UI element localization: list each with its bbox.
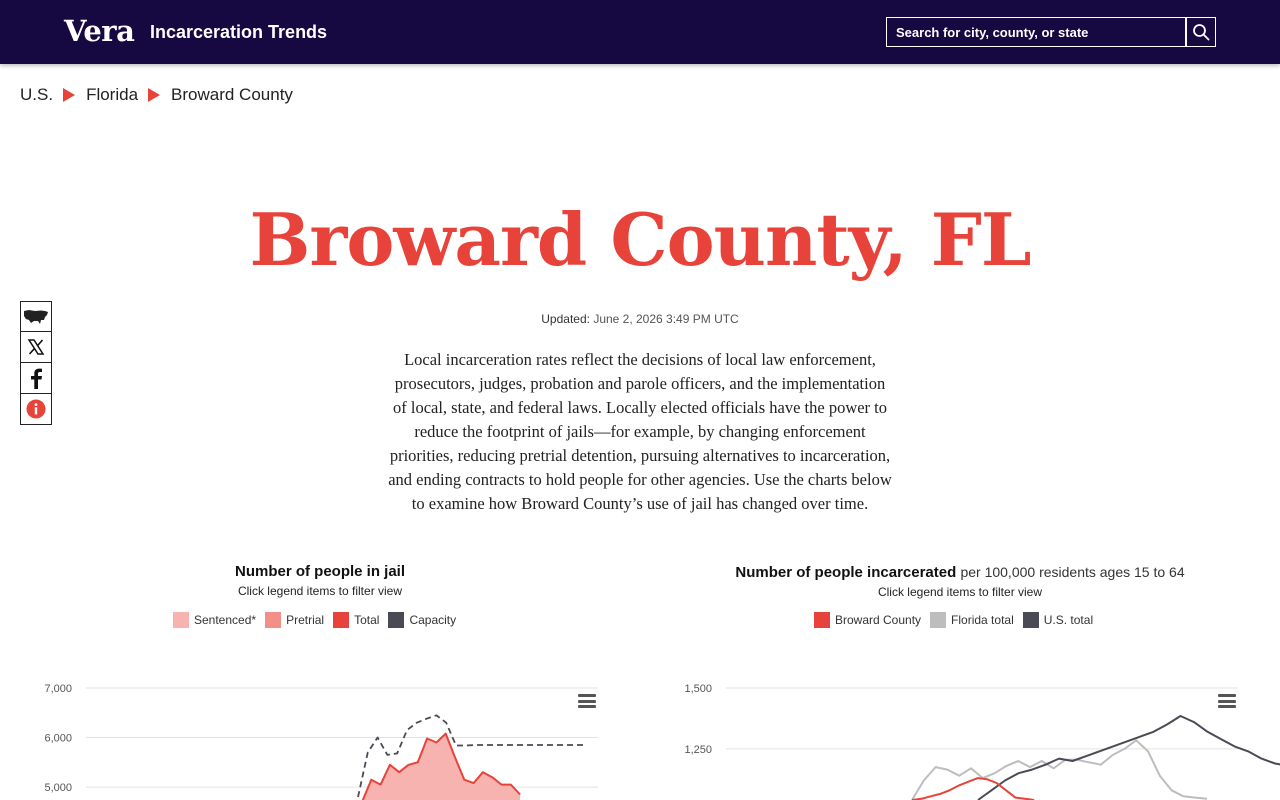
legend-label: Florida total [951, 613, 1014, 627]
breadcrumb-arrow-icon [148, 88, 160, 102]
legend-label: Sentenced* [194, 613, 257, 627]
legend-broward-county[interactable] [814, 612, 921, 628]
legend-pretrial[interactable] [265, 612, 324, 628]
legend-label: Capacity [409, 613, 457, 627]
jail-chart-title: Number of people in jail [234, 563, 406, 580]
updated-label: Updated: [541, 312, 590, 326]
rate-chart-title [690, 562, 1230, 583]
area-total [362, 734, 520, 800]
facebook-icon [29, 367, 43, 389]
search-button[interactable] [1186, 17, 1216, 47]
breadcrumb-arrow-icon [63, 88, 75, 102]
legend-us-total[interactable] [1023, 612, 1093, 628]
rate-chart-subtitle: per 100,000 residents ages 15 to 64 [960, 564, 1185, 580]
legend-label: U.S. total [1043, 613, 1094, 627]
breadcrumb-florida[interactable]: Florida [86, 85, 139, 104]
legend-swatch [388, 612, 404, 628]
updated-timestamp [0, 312, 1280, 326]
x-icon [27, 338, 45, 356]
breadcrumb [20, 84, 293, 106]
search-input[interactable] [886, 17, 1186, 47]
top-navigation-bar [0, 0, 1280, 64]
jail-chart-header [160, 562, 480, 599]
jail-chart-hint: Click legend items to filter view [237, 584, 403, 598]
legend-label: Total [354, 613, 380, 627]
rate-chart-legend [814, 611, 1102, 629]
vera-logo[interactable]: Vera [64, 14, 135, 48]
line-us-total [978, 716, 1280, 800]
legend-sentenced[interactable] [173, 612, 256, 628]
legend-label: Broward County [835, 613, 922, 627]
y-tick-label: 1,250 [684, 743, 712, 756]
y-tick-label: 7,000 [44, 683, 72, 695]
info-icon [26, 399, 46, 419]
updated-value: June 2, 2026 3:49 PM UTC [593, 312, 739, 326]
share-x-button[interactable] [20, 332, 52, 363]
info-button[interactable] [20, 394, 52, 425]
jail-chart-legend [173, 611, 465, 629]
legend-swatch [1023, 612, 1039, 628]
legend-label: Pretrial [286, 613, 325, 627]
search-icon [1192, 23, 1210, 41]
rate-chart-header [690, 562, 1230, 600]
y-tick-label: 1,500 [684, 683, 712, 695]
site-title[interactable]: Incarceration Trends [150, 22, 328, 42]
legend-capacity[interactable] [388, 612, 456, 628]
line-broward-county [912, 778, 1034, 800]
rate-chart [640, 670, 1280, 800]
breadcrumb-us[interactable]: U.S. [20, 85, 54, 104]
intro-paragraph: Local incarceration rates reflect the decisions of local law enforcement, prosecutors, judges, probation and parole officers, and the implementation of local, state, and federal laws. Locally elected officials have the power to reduce the footprint of jails—for example, by changing enforcement priorities, reducing pretrial detention, pursuing alternatives to incarceration, and ending contracts to hold people for other agencies. Use the charts below to examine how Broward County’s use of jail has changed over time. [388, 350, 892, 513]
legend-florida-total[interactable] [930, 612, 1014, 628]
legend-swatch [930, 612, 946, 628]
legend-swatch [173, 612, 189, 628]
breadcrumb-broward-county[interactable]: Broward County [171, 85, 293, 104]
legend-swatch [333, 612, 349, 628]
jail-chart [0, 670, 640, 800]
legend-swatch [814, 612, 830, 628]
legend-swatch [265, 612, 281, 628]
page-title: Broward County, FL [249, 197, 1031, 282]
share-facebook-button[interactable] [20, 363, 52, 394]
legend-total[interactable] [333, 612, 379, 628]
rate-chart-hint: Click legend items to filter view [877, 585, 1043, 599]
rate-chart-title-main: Number of people incarcerated [735, 564, 957, 581]
y-tick-label: 6,000 [44, 732, 72, 745]
y-tick-label: 5,000 [44, 782, 72, 795]
